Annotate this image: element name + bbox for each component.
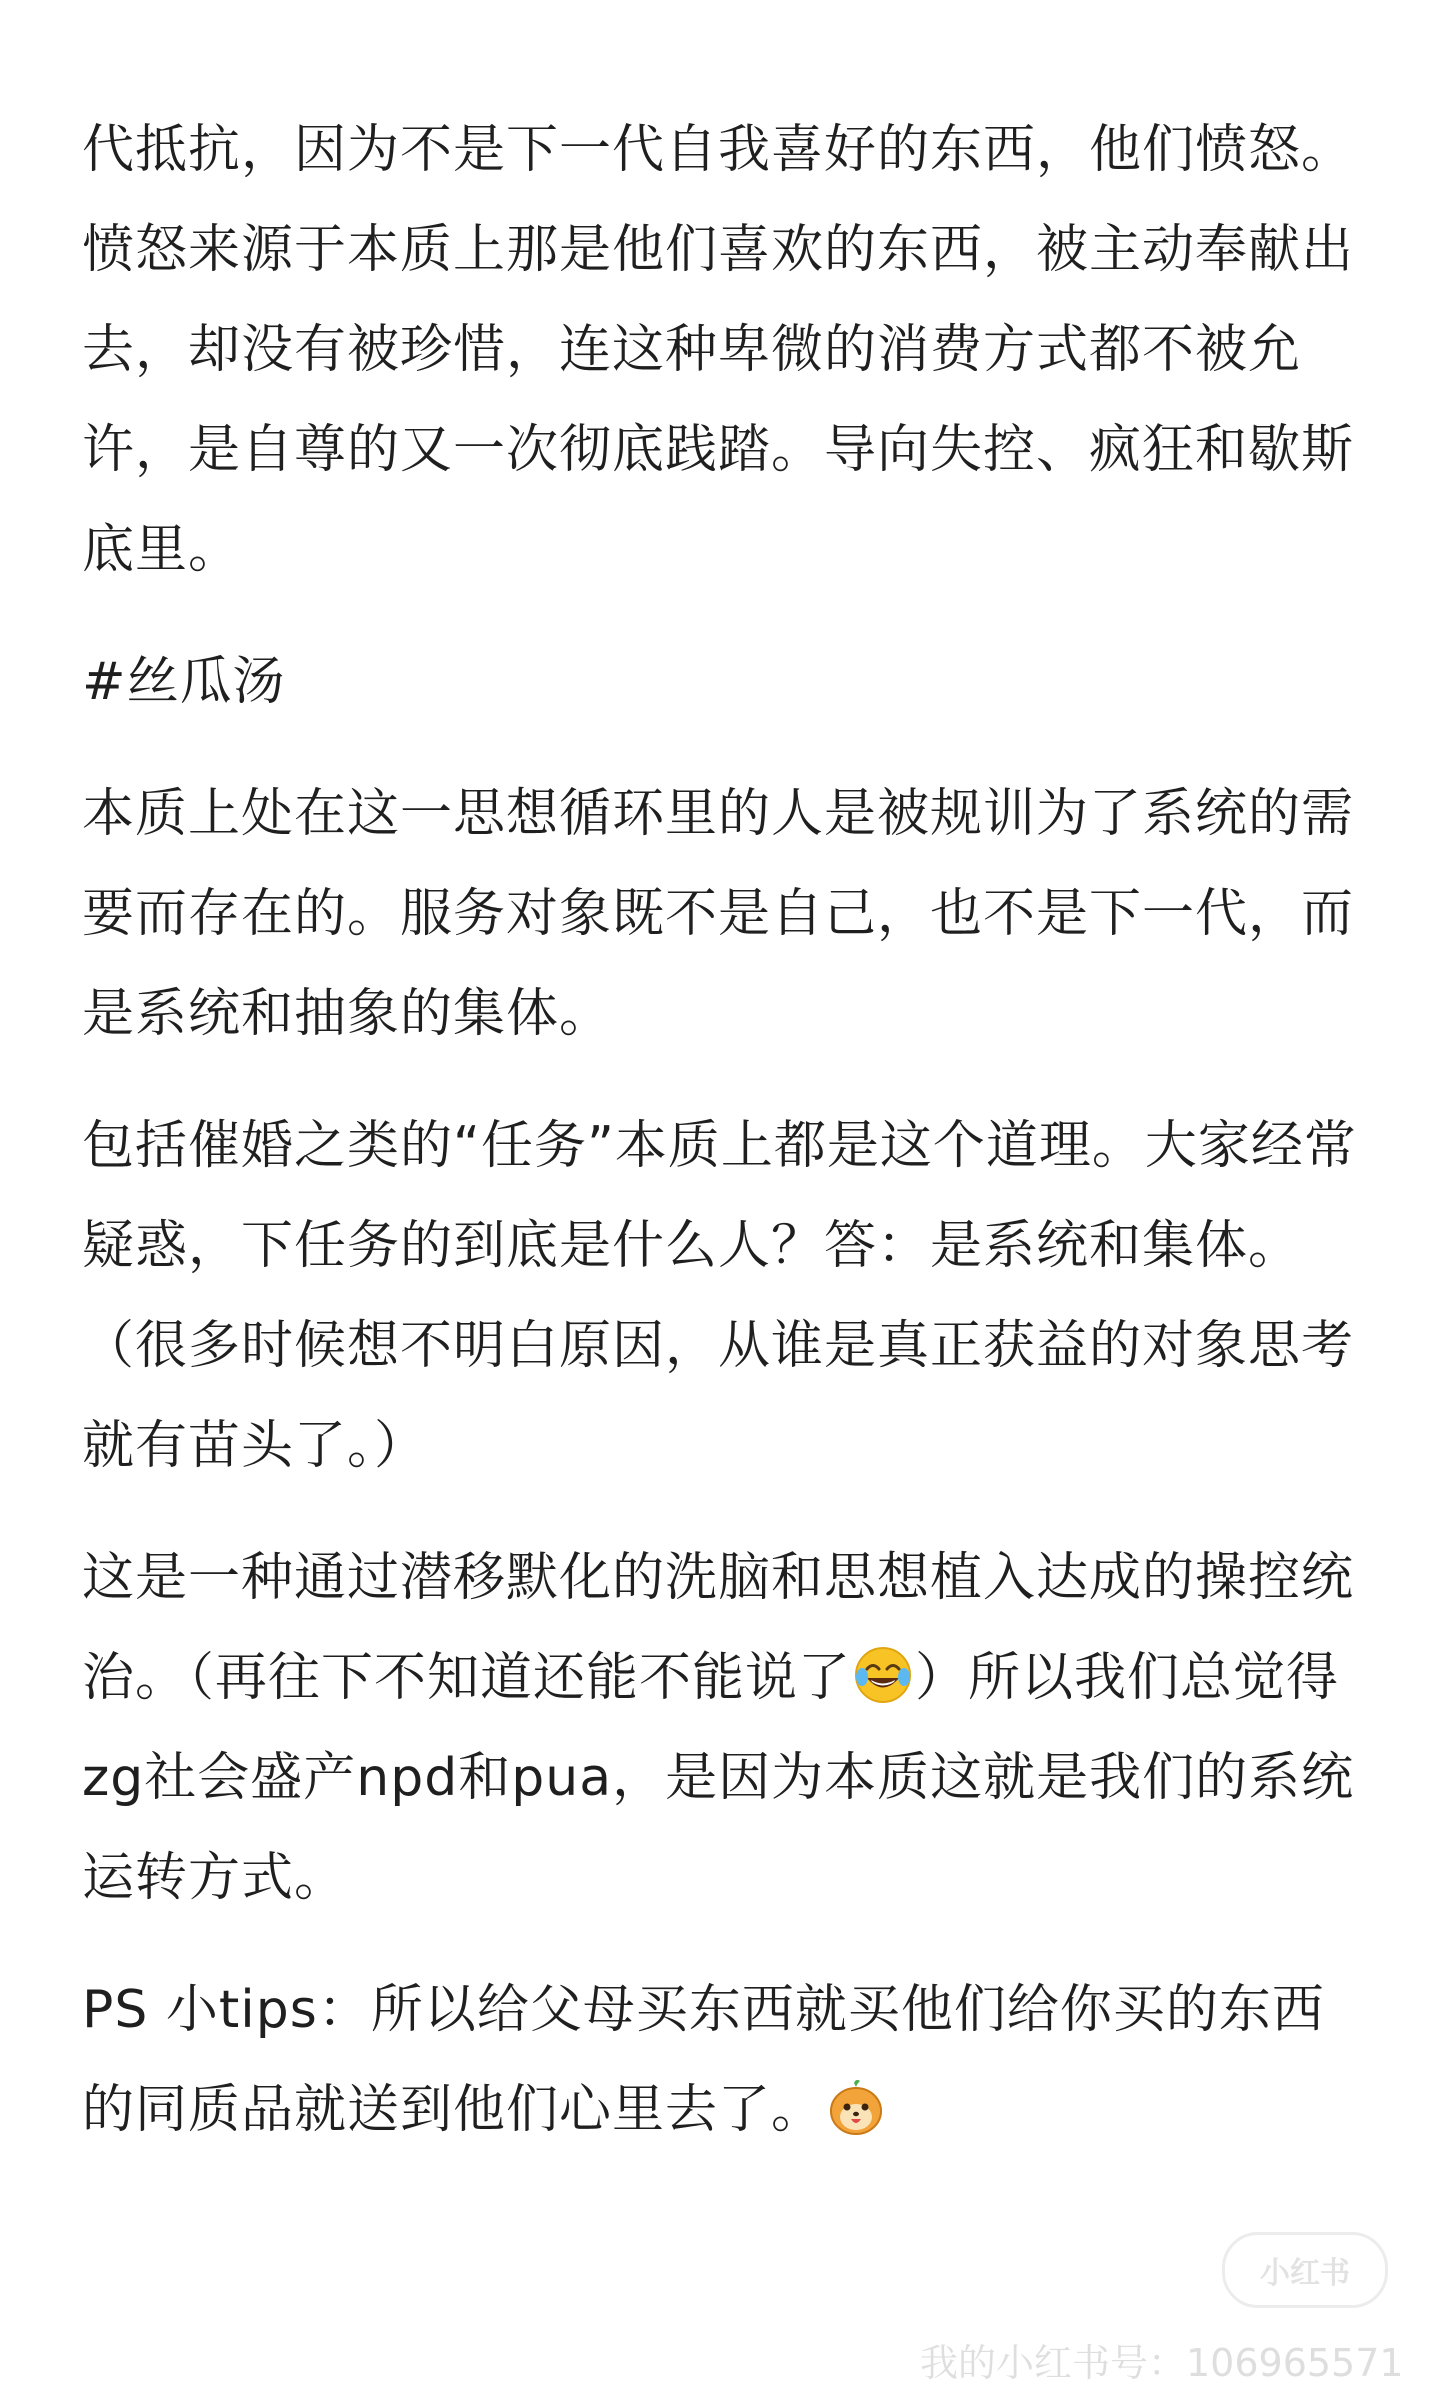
hashtag-paragraph: #丝瓜汤 bbox=[82, 652, 286, 712]
paragraph-5 bbox=[82, 1528, 1372, 1928]
xiaohongshu-id-watermark: 我的小红书号：106965571 bbox=[920, 2341, 1404, 2385]
laughing-tears-emoji-icon bbox=[853, 1638, 913, 1698]
paragraph-5-text-before: 这是一种通过潜移默化的洗脑和思想植入达成的操控统治。（再往下不知道还能不能说了 bbox=[82, 1548, 1355, 1708]
paragraph-3: 本质上处在这一思想循环里的人是被规训为了系统的需要而存在的。服务对象既不是自己，也不是下一代，而是系统和抽象的集体。 bbox=[82, 784, 1355, 1044]
paragraph-1: 代抵抗，因为不是下一代自我喜好的东西，他们愤怒。愤怒来源于本质上那是他们喜欢的东西，被主动奉献出去，却没有被珍惜，连这种卑微的消费方式都不被允许，是自尊的又一次彻底践踏。导向失控、疯狂和歇斯底里。 bbox=[82, 120, 1355, 580]
mascot-emoji-icon bbox=[826, 2070, 886, 2130]
paragraph-6-text: PS 小tips：所以给父母买东西就买他们给你买的东西的同质品就送到他们心里去了。 bbox=[82, 1980, 1325, 2140]
xiaohongshu-watermark-logo: 小红书 bbox=[1222, 2232, 1388, 2308]
article-body bbox=[82, 100, 1372, 2192]
paragraph-5-text-after: ）所以我们总觉得zg社会盛产npd和pua，是因为本质这就是我们的系统运转方式。 bbox=[82, 1648, 1355, 1908]
paragraph-6 bbox=[82, 1960, 1372, 2160]
paragraph-4: 包括催婚之类的“任务”本质上都是这个道理。大家经常疑惑，下任务的到底是什么人？答：是系统和集体。（很多时候想不明白原因，从谁是真正获益的对象思考就有苗头了。） bbox=[82, 1116, 1357, 1476]
